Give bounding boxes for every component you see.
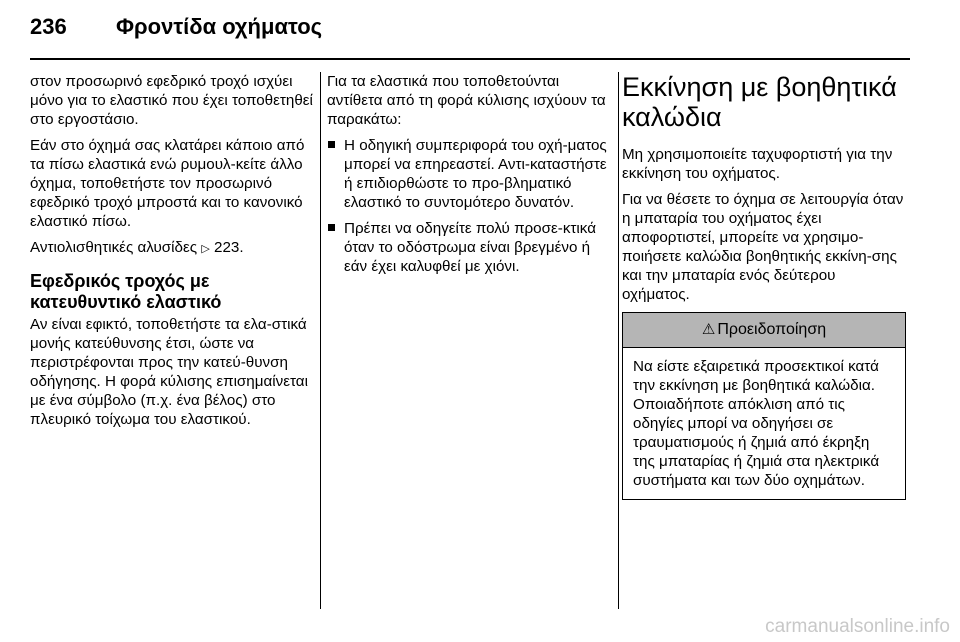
column-middle: [327, 72, 607, 283]
header-rule: [30, 58, 910, 60]
bullet-square-icon: [328, 141, 335, 148]
paragraph: Εάν στο όχημά σας κλατάρει κάποιο από τα πίσω ελαστικά ενώ ρυμουλ-κείτε άλλο όχημα, τοποθετήστε τον προσωρινό εφεδρικό τροχό μπροστά και το κανονικό ελαστικό πίσω.: [30, 137, 305, 230]
warning-triangle-icon: ⚠: [701, 321, 716, 338]
warning-box: [622, 312, 906, 500]
list-item: [327, 219, 607, 276]
paragraph: Αν είναι εφικτό, τοποθετήστε τα ελα-στικά μονής κατεύθυνσης έτσι, ώστε να περιστρέφονται προς την κατεύ-θυνση οδήγησης. Η φορά κύλισης επισημαίνεται με ένα σύμβολο (π.χ. ένα βέλος) στο πλευρικό τοίχωμα του ελαστικού.: [30, 316, 308, 428]
page-title: Φροντίδα οχήματος: [116, 14, 323, 39]
section-heading: Εφεδρικός τροχός με κατευθυντικό ελαστικό: [30, 271, 222, 312]
page-number: 236: [30, 14, 67, 39]
cross-reference-page: 223.: [209, 239, 244, 256]
column-left: [30, 72, 315, 436]
warning-header: [623, 313, 905, 348]
watermark: carmanualsonline.info: [765, 616, 950, 637]
paragraph: Για να θέσετε το όχημα σε λειτουργία όταν η μπαταρία του οχήματος έχει αποφορτιστεί, μπορείτε να χρησιμο-ποιήσετε καλώδια βοηθητικής εκκίνη-σης και την μπαταρία ενός δεύτερου οχήματος.: [622, 191, 904, 303]
paragraph: Μη χρησιμοποιείτε ταχυφορτιστή για την εκκίνηση του οχήματος.: [622, 146, 893, 182]
column-right: [622, 72, 906, 500]
paragraph: στον προσωρινό εφεδρικό τροχό ισχύει μόνο για το ελαστικό που έχει τοποθετηθεί στο εργοστάσιο.: [30, 73, 313, 128]
column-divider: [618, 72, 619, 609]
cross-reference[interactable]: [30, 238, 315, 259]
paragraph: Για τα ελαστικά που τοποθετούνται αντίθετα από τη φορά κύλισης ισχύουν τα παρακάτω:: [327, 73, 606, 128]
cross-reference-text: Αντιολισθητικές αλυσίδες: [30, 239, 202, 256]
section-title: Εκκίνηση με βοηθητικά καλώδια: [622, 72, 897, 132]
bullet-list: [327, 136, 607, 276]
warning-text: Να είστε εξαιρετικά προσεκτικοί κατά την εκκίνηση με βοηθητικά καλώδια. Οποιαδήποτε απόκλιση από τις οδηγίες μπορί να οδηγήσει σε τραυματισμούς ή ζημιά από έκρηξη της μπαταρίας ή ζημιά στα ηλεκτρικά συστήματα και των δύο οχημάτων.: [633, 358, 880, 489]
page-header: [0, 0, 960, 62]
list-item-text: Πρέπει να οδηγείτε πολύ προσε-κτικά όταν το οδόστρωμα είναι βρεγμένο ή εάν έχει καλυφθεί με χιόνι.: [344, 220, 596, 275]
column-divider: [320, 72, 321, 609]
list-item-text: Η οδηγική συμπεριφορά του οχή-ματος μπορεί να επηρεαστεί. Αντι-καταστήστε ή επιδιορθώστε το προ-βληματικό ελαστικό το συντομότερο δυνατόν.: [344, 137, 607, 211]
warning-title: Προειδοποίηση: [717, 321, 827, 338]
list-item: [327, 136, 607, 212]
bullet-square-icon: [328, 224, 335, 231]
page-reference-icon: ▷: [201, 243, 210, 255]
